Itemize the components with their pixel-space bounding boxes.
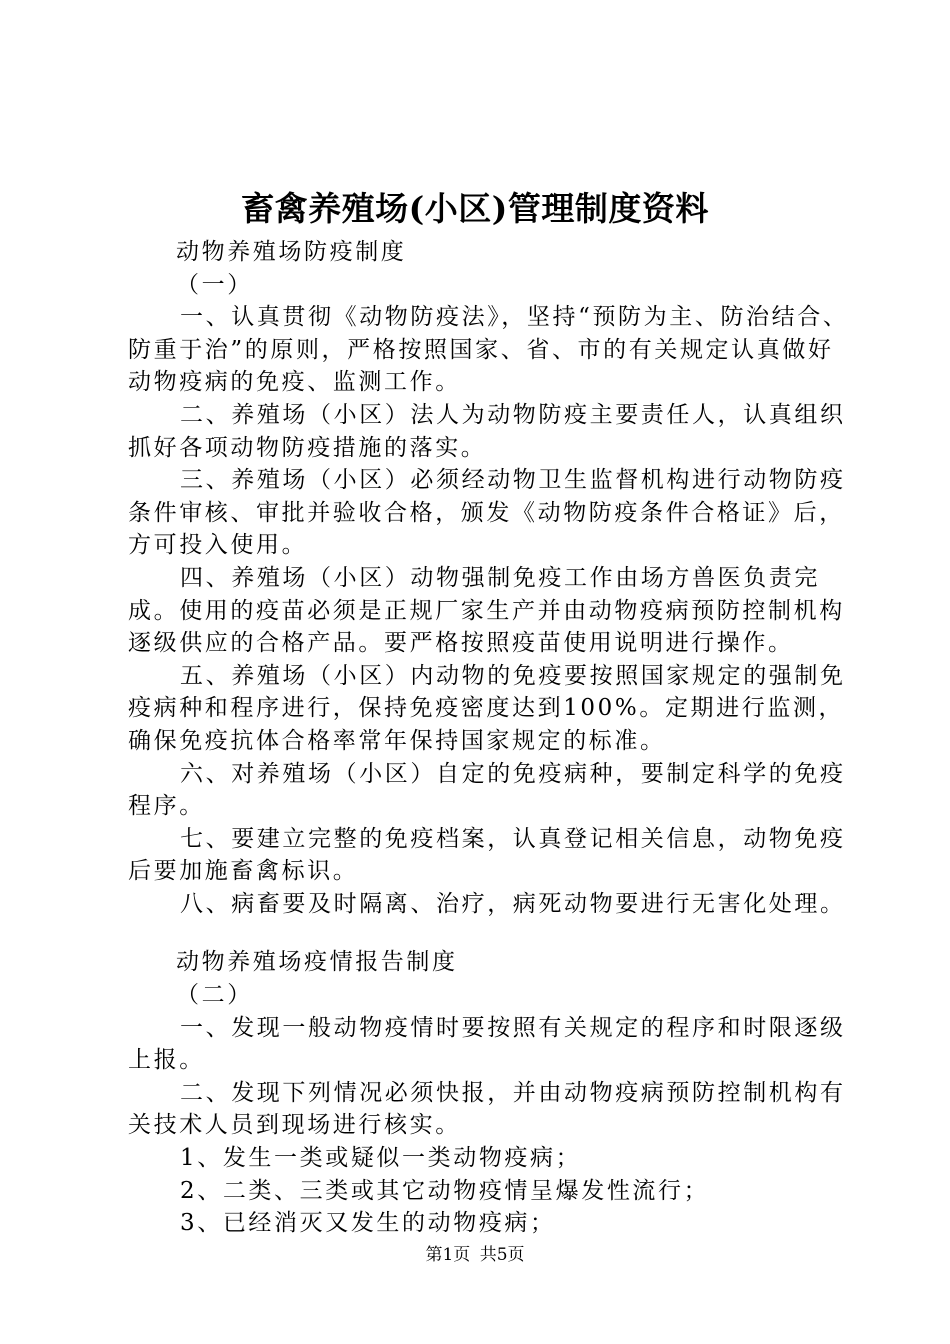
section1-heading: 动物养殖场防疫制度 xyxy=(176,239,407,265)
section1-item: 二、养殖场（小区）法人为动物防疫主要责任人，认真组织抓好各项动物防疫措施的落实。 xyxy=(128,401,846,461)
section2-item: 1、发生一类或疑似一类动物疫病； xyxy=(180,1145,582,1172)
section2-item: 3、已经消灭又发生的动物疫病； xyxy=(180,1210,556,1237)
section1-item: 三、养殖场（小区）必须经动物卫生监督机构进行动物防疫条件审核、审批并验收合格，颁发《动物防疫条件合格证》后，方可投入使用。 xyxy=(128,467,846,559)
document-title: 畜禽养殖场(小区)管理制度资料 xyxy=(241,189,709,228)
page-footer xyxy=(0,1240,950,1270)
section2-heading: 动物养殖场疫情报告制度 xyxy=(176,949,458,976)
section1-item: 六、对养殖场（小区）自定的免疫病种，要制定科学的免疫程序。 xyxy=(128,760,846,820)
section2-item: 2、二类、三类或其它动物疫情呈爆发性流行； xyxy=(180,1177,710,1204)
document-body xyxy=(128,236,858,1240)
section1-number: （一） xyxy=(176,271,253,298)
section1-item: 四、养殖场（小区）动物强制免疫工作由场方兽医负责完成。使用的疫苗必须是正规厂家生产并由动物疫病预防控制机构逐级供应的合格产品。要严格按照疫苗使用说明进行操作。 xyxy=(128,564,845,657)
section1-item: 八、病畜要及时隔离、治疗，病死动物要进行无害化处理。 xyxy=(180,890,846,917)
section2-number: （二） xyxy=(176,982,253,1009)
section-spacer xyxy=(128,920,858,946)
section1-item: 七、要建立完整的免疫档案，认真登记相关信息，动物免疫后要加施畜禽标识。 xyxy=(128,825,846,885)
section1-item: 五、养殖场（小区）内动物的免疫要按照国家规定的强制免疫病种和程序进行，保持免疫密度达到100%。定期进行监测，确保免疫抗体合格率常年保持国家规定的标准。 xyxy=(128,662,846,754)
page-number-total: 共5页 xyxy=(479,1245,525,1265)
section1-item: 一、认真贯彻《动物防疫法》，坚持“预防为主、防治结合、防重于治”的原则，严格按照国家、省、市的有关规定认真做好动物疫病的免疫、监测工作。 xyxy=(128,304,849,396)
page-number-current: 第1页 xyxy=(425,1245,471,1265)
section2-item: 二、发现下列情况必须快报，并由动物疫病预防控制机构有关技术人员到现场进行核实。 xyxy=(128,1079,846,1139)
section2-item: 一、发现一般动物疫情时要按照有关规定的程序和时限逐级上报。 xyxy=(128,1014,846,1074)
